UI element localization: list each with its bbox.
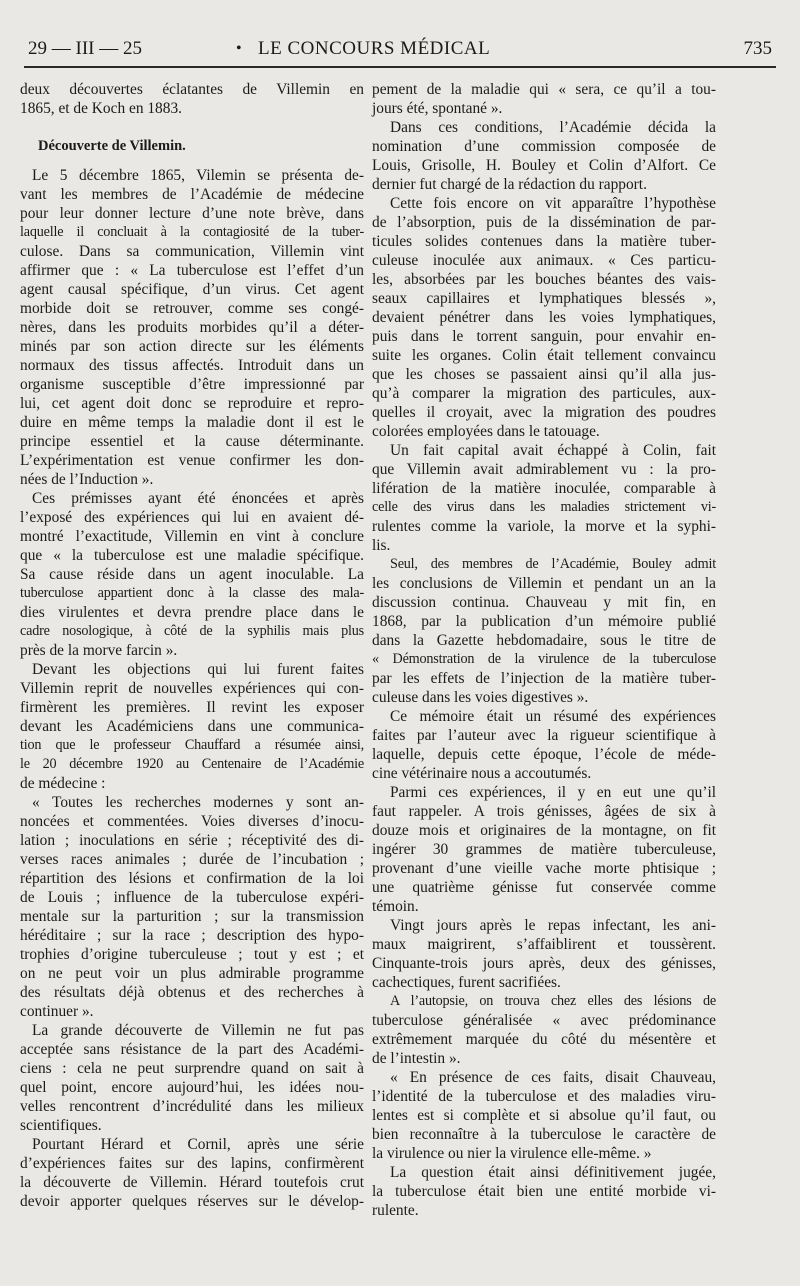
- text-line: culeuse inoculée aux animaux. « Ces particu-: [372, 252, 716, 269]
- text-line: lifération de la matière inoculée, comparable à: [372, 480, 716, 497]
- text-line: noncées et commentées. Voies diverses d’inocu-: [20, 813, 364, 830]
- text-line: Un fait capital avait échappé à Colin, fait: [390, 442, 716, 459]
- text-line: répartition des lésions et confirmation de la loi: [20, 870, 364, 887]
- text-line: morbide doit se retrouver, comme ses congé-: [20, 300, 364, 317]
- text-line: pement de la maladie qui « sera, ce qu’il a tou-: [372, 81, 716, 98]
- text-line: Sa cause réside dans un agent inoculable. La: [20, 566, 364, 583]
- paragraph: [372, 992, 716, 1068]
- text-line: lentes est si complète et si absolue qu’il faut, ou: [372, 1107, 716, 1124]
- text-line: puis dans le torrent sanguin, pour envahir en-: [372, 328, 716, 345]
- text-line: tuberculose appartient donc à la classe des mala-: [20, 585, 364, 601]
- text-line: organisme susceptible d’être impressionné par: [20, 376, 364, 393]
- text-line: culeuse dans les voies digestives ».: [372, 689, 589, 706]
- text-line: L’expérimentation est venue confirmer les don-: [20, 452, 364, 469]
- text-line: A l’autopsie, on trouva chez elles des lésions de: [390, 993, 716, 1009]
- paragraph: [20, 489, 364, 660]
- header-rule: [24, 66, 776, 68]
- text-line: Pourtant Hérard et Cornil, après une série: [32, 1136, 364, 1153]
- text-line: l’exposé des expériences qui lui en avaient dé-: [20, 509, 364, 526]
- text-line: « Toutes les recherches modernes y sont an-: [32, 794, 364, 811]
- text-line: agent causal spécifique, d’un virus. Cet agent: [20, 281, 364, 298]
- text-line: cachectiques, furent sacrifiées.: [372, 974, 561, 991]
- text-line: nomination d’une commission composée de: [372, 138, 716, 155]
- text-line: Devant les objections qui lui furent faites: [32, 661, 364, 678]
- left-column: [20, 80, 364, 1211]
- text-line: près de la morve farcin ».: [20, 642, 178, 659]
- paragraph: [372, 118, 716, 194]
- paragraph: [20, 1135, 364, 1211]
- text-line: la virulence ou nier la virulence elle-même. »: [372, 1145, 652, 1162]
- text-line: la tuberculose était bien une entité morbide vi-: [372, 1183, 716, 1200]
- page-number: 735: [743, 38, 772, 59]
- text-line: La grande découverte de Villemin ne fut pas: [32, 1022, 364, 1039]
- paragraph: [372, 80, 716, 118]
- text-line: témoin.: [372, 898, 419, 915]
- text-line: minés par son action directe sur les éléments: [20, 338, 364, 355]
- text-line: les, absorbées par les bouches béantes des vais-: [372, 271, 716, 288]
- text-line: suite les organes. Colin était tellement convaincu: [372, 347, 716, 364]
- text-line: quel point, encore aujourd’hui, les idées nou-: [20, 1079, 364, 1096]
- text-line: dans la Gazette hebdomadaire, sous le titre de: [372, 632, 716, 649]
- paragraph: [372, 916, 716, 992]
- text-line: discussion continua. Chauveau y mit fin, en: [372, 594, 716, 611]
- text-line: Ces prémisses ayant été énoncées et après: [32, 490, 364, 507]
- paragraph: [372, 555, 716, 707]
- text-line: montré l’exactitude, Villemin en vint à conclure: [20, 528, 364, 545]
- text-line: Seul, des membres de l’Académie, Bouley admit: [390, 556, 716, 572]
- text-line: que Villemin avait admirablement vu : la pro-: [372, 461, 716, 478]
- text-line: jours été, spontané ».: [372, 100, 503, 117]
- text-line: devaient pénétrer dans les voies lymphatiques,: [372, 309, 716, 326]
- text-line: dernier fut chargé de la rédaction du rapport.: [372, 176, 647, 193]
- text-line: laquelle, depuis cette époque, l’école de méde-: [372, 746, 716, 763]
- text-line: faites par l’auteur avec la rigueur scientifique à: [372, 727, 716, 744]
- text-line: 1868, par la publication d’un mémoire publié: [372, 613, 716, 630]
- paragraph: [372, 441, 716, 555]
- text-line: lui, cet agent doit donc se reproduire et repro-: [20, 395, 364, 412]
- text-line: devoir apporter quelques réserves sur le dévelop-: [20, 1193, 364, 1210]
- text-line: normaux des tissus affectés. Introduit dans un: [20, 357, 364, 374]
- text-line: celle des virus dans les maladies strictement vi-: [372, 499, 716, 515]
- text-line: que les choses se passaient ainsi qu’il alla jus-: [372, 366, 716, 383]
- intro-paragraph: [20, 80, 364, 118]
- text-line: devant les Académiciens dans une communica-: [20, 718, 364, 735]
- text-line: Dans ces conditions, l’Académie décida la: [390, 119, 716, 136]
- paragraph: [372, 783, 716, 916]
- text-line: ticules solides contenues dans la matière tuber-: [372, 233, 716, 250]
- text-line: Cinquante-trois jours après, deux des génisses,: [372, 955, 716, 972]
- text-line: ingérer 30 grammes de matière tuberculeuse,: [372, 841, 716, 858]
- text-line: nées de l’Induction ».: [20, 471, 154, 488]
- text-line: de l’absorption, puis de la dissémination de par-: [372, 214, 716, 231]
- text-line: Villemin reprit de nouvelles expériences qui con-: [20, 680, 364, 697]
- text-line: héréditaire ; sur la race ; description des hypo-: [20, 927, 364, 944]
- text-line: que « la tuberculose est une maladie spécifique.: [20, 547, 364, 564]
- text-line: de l’intestin ».: [372, 1050, 461, 1067]
- paragraph: [372, 707, 716, 783]
- text-line: principe essentiel et la cause déterminante.: [20, 433, 364, 450]
- text-line: le 20 décembre 1920 au Centenaire de l’Académie: [20, 756, 364, 772]
- quote-paragraph: [20, 793, 364, 1021]
- text-line: nères, dans les produits morbides qu’il a déter-: [20, 319, 364, 336]
- text-line: acceptée sans résistance de la part des Académi-: [20, 1041, 364, 1058]
- text-line: des résultats déjà obtenus et des recherches à: [20, 984, 364, 1001]
- text-line: faut rappeler. A trois génisses, âgées de six à: [372, 803, 716, 820]
- text-line: bien reconnaître à la tuberculose le caractère de: [372, 1126, 716, 1143]
- text-line: les conclusions de Villemin et pendant un an la: [372, 575, 716, 592]
- text-line: de Louis ; influence de la tuberculose expéri-: [20, 889, 364, 906]
- text-line: une quatrième génisse fut conservée comme: [372, 879, 716, 896]
- text-line: colorées employées dans le tatouage.: [372, 423, 600, 440]
- text-line: extrêmement marquée du côté du mésentère et: [372, 1031, 716, 1048]
- text-line: maux maigrirent, s’affaiblirent et toussèrent.: [372, 936, 716, 953]
- page-header: [28, 36, 772, 64]
- text-line: on ne peut voir un plus admirable programme: [20, 965, 364, 982]
- text-line: tion que le professeur Chauffard a résumée ainsi,: [20, 737, 364, 753]
- text-line: Ce mémoire était un résumé des expériences: [390, 708, 716, 725]
- text-line: Vingt jours après le repas infectant, les ani-: [390, 917, 716, 934]
- text-line: scientifiques.: [20, 1117, 102, 1134]
- text-line: Cette fois encore on vit apparaître l’hypothèse: [390, 195, 716, 212]
- journal-title: LE CONCOURS MÉDICAL: [258, 38, 491, 59]
- text-line: d’expériences faites sur des lapins, confirmèrent: [20, 1155, 364, 1172]
- text-line: « En présence de ces faits, disait Chauveau,: [390, 1069, 716, 1086]
- text-line: affirmer que : « La tuberculose est l’effet d’un: [20, 262, 364, 279]
- text-line: quelles il croyait, avec la migration des poudres: [372, 404, 716, 421]
- text-line: Louis, Grisolle, H. Bouley et Colin d’Alfort. Ce: [372, 157, 716, 174]
- text-line: 1865, et de Koch en 1883.: [20, 100, 182, 117]
- text-line: dies virulentes et devra prendre place dans le: [20, 604, 364, 621]
- text-line: laquelle il concluait à la contagiosité de la tuber-: [20, 224, 364, 240]
- text-line: ciens : cela ne peut surprendre quand on sait à: [20, 1060, 364, 1077]
- text-line: lis.: [372, 537, 391, 554]
- paragraph: [20, 660, 364, 793]
- paragraph: [372, 194, 716, 441]
- text-line: cadre nosologique, à côté de la syphilis mais plus: [20, 623, 364, 639]
- text-line: deux découvertes éclatantes de Villemin en: [20, 81, 364, 98]
- text-line: provenant d’une vieille vache morte phtisique ;: [372, 860, 716, 877]
- issue-date: 29 — III — 25: [28, 38, 142, 59]
- text-line: « Démonstration de la virulence de la tuberculose: [372, 651, 716, 667]
- quote-paragraph: [372, 1068, 716, 1163]
- text-line: culose. Dans sa communication, Villemin vint: [20, 243, 364, 260]
- text-line: de médecine :: [20, 775, 106, 792]
- right-column: [372, 80, 716, 1220]
- text-line: trophies d’origine tuberculeuse ; tout y est ; et: [20, 946, 364, 963]
- section-title: Découverte de Villemin.: [38, 138, 186, 154]
- header-bullet: •: [236, 40, 242, 57]
- text-line: qu’à comparer la migration des particules, aux-: [372, 385, 716, 402]
- text-line: rulente.: [372, 1202, 419, 1219]
- text-line: l’identité de la tuberculose et des maladies viru-: [372, 1088, 716, 1105]
- text-line: La question était ainsi définitivement jugée,: [390, 1164, 716, 1181]
- text-line: continuer ».: [20, 1003, 94, 1020]
- text-line: la découverte de Villemin. Hérard toutefois crut: [20, 1174, 364, 1191]
- text-line: verses races animales ; durée de l’incubation ;: [20, 851, 364, 868]
- text-line: Le 5 décembre 1865, Vilemin se présenta de-: [32, 167, 364, 184]
- text-line: par les effets de l’injection de la matière tuber-: [372, 670, 716, 687]
- text-line: cine vétérinaire nous a accoutumés.: [372, 765, 592, 782]
- paragraph: [372, 1163, 716, 1220]
- text-line: tuberculose généralisée « avec prédominance: [372, 1012, 716, 1029]
- paragraph: [20, 1021, 364, 1135]
- text-line: velles rencontrent d’incrédulité dans les milieux: [20, 1098, 364, 1115]
- text-line: seaux capillaires et lymphatiques blessés »,: [372, 290, 716, 307]
- text-line: douze mois et originaires de la montagne, on fit: [372, 822, 716, 839]
- text-line: rulentes comme la variole, la morve et la syphi-: [372, 518, 716, 535]
- text-line: mentale sur la parturition ; sur la transmission: [20, 908, 364, 925]
- paragraph: [20, 166, 364, 489]
- text-line: vant les membres de l’Académie de médecine: [20, 186, 364, 203]
- text-line: pour leur donner lecture d’une note brève, dans: [20, 205, 364, 222]
- text-line: duire en même temps la maladie dont il est le: [20, 414, 364, 431]
- text-line: Parmi ces expériences, il y en eut une qu’il: [390, 784, 716, 801]
- text-line: firmèrent les premières. Il revint les exposer: [20, 699, 364, 716]
- text-line: lation ; inoculations en série ; réceptivité des di-: [20, 832, 364, 849]
